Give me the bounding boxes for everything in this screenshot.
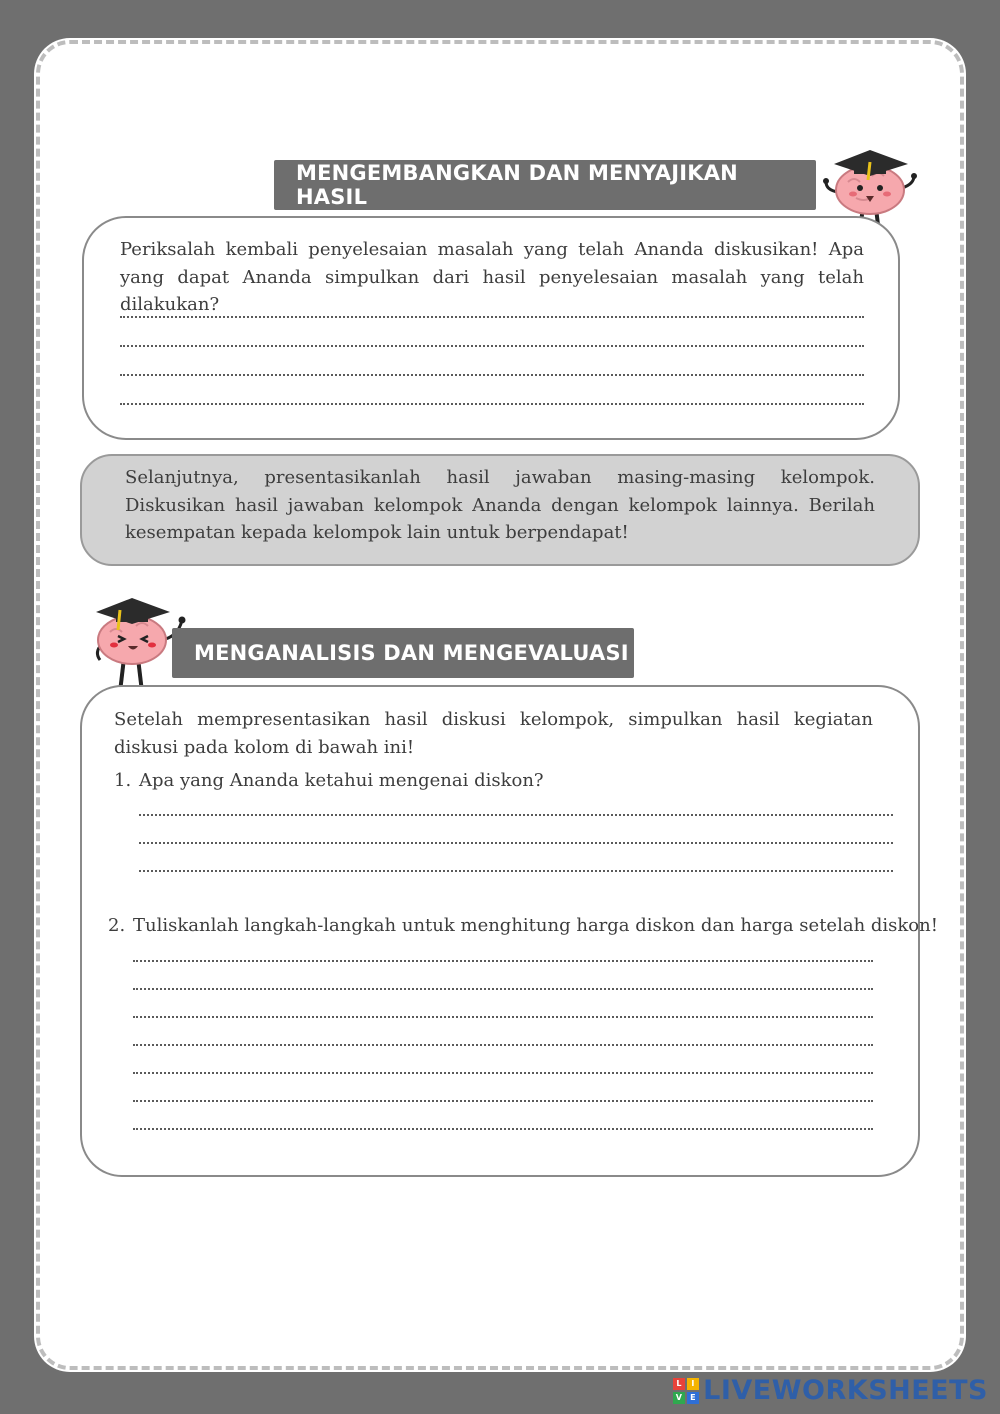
section-title-text: MENGEMBANGKAN DAN MENYAJIKAN HASIL (296, 161, 738, 209)
answer-line[interactable] (139, 814, 893, 816)
section-title-analyzing (172, 628, 634, 678)
liveworksheets-logo[interactable] (673, 1375, 988, 1406)
answer-line[interactable] (120, 403, 864, 405)
section-title-developing (274, 160, 816, 210)
answer-line[interactable] (120, 374, 864, 376)
answer-line[interactable] (133, 1128, 873, 1130)
conclusion-prompt: Periksalah kembali penyelesaian masalah yang telah Ananda diskusikan! Apa yang dapat Ananda simpulkan dari hasil penyelesaian masalah yang telah dilakukan? (120, 239, 864, 315)
question-number: 2. (108, 915, 126, 936)
answer-line[interactable] (133, 1100, 873, 1102)
question-2-text: Tuliskanlah langkah-langkah untuk menghitung harga diskon dan harga setelah diskon! (133, 915, 938, 936)
answer-line[interactable] (120, 345, 864, 347)
section-title-text: MENGANALISIS DAN MENGEVALUASI (194, 641, 629, 665)
answer-line[interactable] (133, 1044, 873, 1046)
answer-line[interactable] (139, 842, 893, 844)
answer-line[interactable] (133, 1016, 873, 1018)
answer-line[interactable] (133, 988, 873, 990)
presentation-instruction: Selanjutnya, presentasikanlah hasil jawaban masing-masing kelompok. Diskusikan hasil jawaban kelompok Ananda dengan kelompok lainnya. Berilah kesempatan kepada kelompok lain untuk berpendapat! (125, 467, 875, 543)
brand-name: LIVEWORKSHEETS (703, 1375, 988, 1406)
answer-line[interactable] (133, 960, 873, 962)
answer-line[interactable] (133, 1072, 873, 1074)
question-1-text: Apa yang Ananda ketahui mengenai diskon? (139, 770, 544, 791)
analysis-intro: Setelah mempresentasikan hasil diskusi kelompok, simpulkan hasil kegiatan diskusi pada kolom di bawah ini! (114, 709, 873, 758)
answer-line[interactable] (120, 316, 864, 318)
question-number: 1. (114, 770, 132, 791)
liveworksheets-icon: L I V E (673, 1378, 699, 1404)
answer-line[interactable] (139, 870, 893, 872)
